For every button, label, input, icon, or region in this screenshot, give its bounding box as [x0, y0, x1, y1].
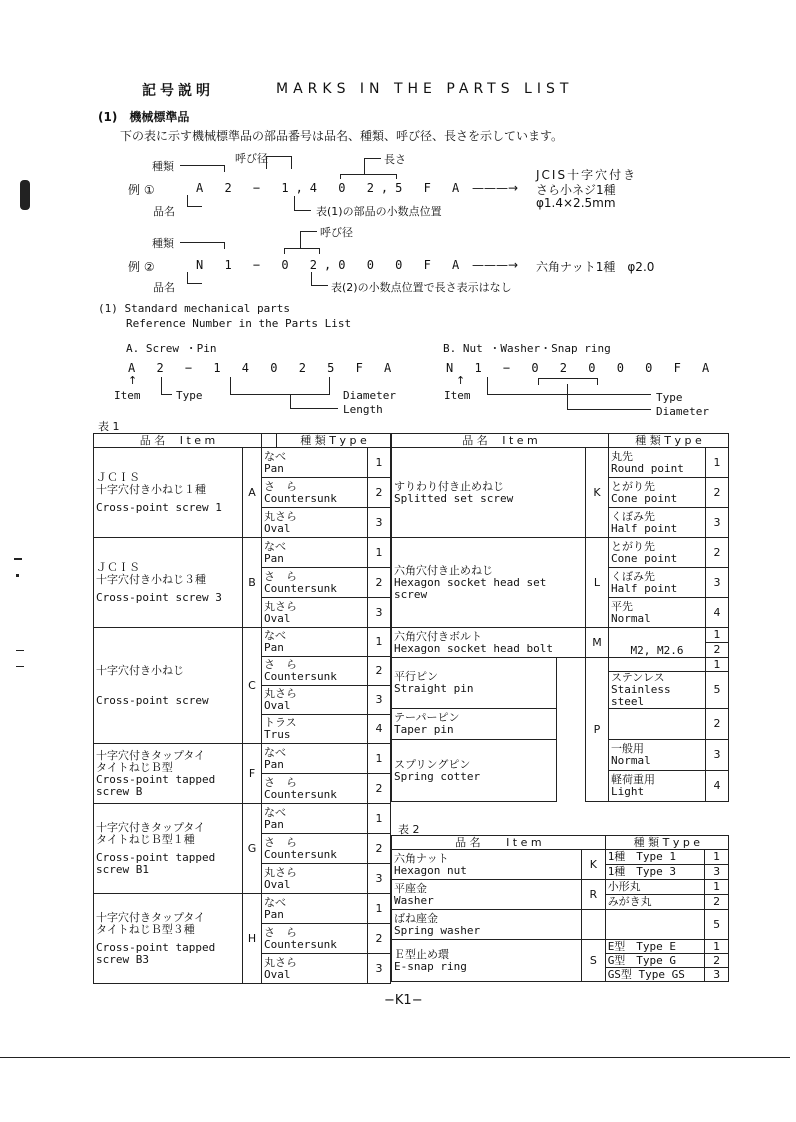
section-heading-jp: (1) 機械標準品 [98, 110, 190, 124]
table1-header-type: 種 類 T y p e [277, 434, 391, 448]
table1-type-num: 1 [368, 628, 391, 657]
table1-type-num: 4 [706, 598, 729, 628]
table1-group-l-name: 六角穴付き止めねじ Hexagon socket head set screw [392, 538, 586, 628]
screw-ann-diameter: Diameter [343, 389, 396, 402]
table1-type-num: 4 [368, 715, 391, 744]
table1-type-cell: なべ Pan [262, 448, 368, 478]
table1-group-f-name: 十字穴付きタップタイ タイトねじＢ型 Cross-point tapped screw B [94, 744, 243, 804]
table2-type-cell: E型 Type E [605, 940, 705, 954]
bottom-rule [0, 1057, 790, 1058]
table1-pin-spring: スプリングピン Spring cotter [392, 740, 557, 802]
ex2-bracket-decimal [311, 272, 328, 286]
ex1-ann-diameter: 呼び径 [235, 152, 268, 165]
ex2-bracket-type [180, 242, 225, 249]
nut-ann-diameter: Diameter [656, 405, 709, 418]
ex2-ann-diameter: 呼び径 [320, 226, 353, 239]
table1-type-num: 3 [368, 686, 391, 715]
table1-group-g-code: G [243, 804, 262, 894]
table2-type-num: 2 [705, 895, 729, 910]
section-description-jp: 下の表に示す機械標準品の部品番号は品名、種類、呼び径、長さを示しています。 [120, 129, 564, 143]
table2-type-num: 3 [705, 865, 729, 880]
table1-type-cell: 平先 Normal [609, 598, 706, 628]
section-heading-en: (1) Standard mechanical parts [98, 302, 291, 315]
table1-group-g-name: 十字穴付きタップタイ タイトねじＢ型１種 Cross-point tapped screw B1 [94, 804, 243, 894]
table1-type-num: 3 [368, 954, 391, 984]
nut-code: N 1 − 0 2 0 0 0 F A [446, 361, 717, 375]
table2-type-num: 1 [705, 940, 729, 954]
nut-bracket-diameter [567, 384, 651, 410]
table1-group-h-code: H [243, 894, 262, 984]
table2-type-cell: GS型 Type GS [605, 968, 705, 982]
table1-type-num: 1 [706, 448, 729, 478]
table1-type-cell: なべ Pan [262, 628, 368, 657]
table2-type-cell: みがき丸 [605, 895, 705, 910]
table2-type-cell: 1種 Type 3 [605, 865, 705, 880]
screw-bracket-diameter [230, 377, 330, 395]
margin-dot [16, 574, 19, 577]
table1-type-num: 1 [368, 538, 391, 568]
table1-group-a-name: ＪＣＩＳ 十字穴付き小ねじ１種 Cross-point screw 1 [94, 448, 243, 538]
ex1-code: A 2 − 1,4 0 2,5 F A [196, 181, 467, 195]
page-title-en: MARKS IN THE PARTS LIST [276, 81, 574, 97]
table1-type-cell: 丸さら Oval [262, 598, 368, 628]
table1-type-num: 2 [706, 538, 729, 568]
table1-type-num: 5 [706, 672, 729, 709]
table1-type-cell [609, 658, 706, 672]
table2-type-num: 5 [705, 910, 729, 940]
table1-type-num: 2 [706, 643, 729, 658]
ex1-result-line1: JCIS十字穴付き [536, 168, 638, 182]
table2-code: K [582, 850, 606, 880]
table1-type-cell: さ ら Countersunk [262, 568, 368, 598]
table1-type-num: 3 [368, 508, 391, 538]
table2-type-cell: G型 Type G [605, 954, 705, 968]
table1-right [391, 433, 729, 802]
table2-code: R [582, 880, 606, 910]
table1-type-cell [609, 709, 706, 740]
table1-type-num: 3 [368, 598, 391, 628]
ex1-result-line3: φ1.4×2.5mm [536, 196, 616, 210]
table2-row-snap-ring: Ｅ型止め環 E-snap ring [392, 940, 582, 982]
ex1-ann-type: 種類 [152, 160, 174, 173]
table1-type-cell: なべ Pan [262, 894, 368, 924]
table1-type-num: 2 [368, 478, 391, 508]
table1-bolt-type: M2, M2.6 [609, 628, 706, 658]
table1-type-cell: とがり先 Cone point [609, 538, 706, 568]
ex1-label: 例 ① [128, 183, 155, 197]
ex1-ann-decimal: 表(1)の部品の小数点位置 [316, 205, 442, 218]
table1-group-h-name: 十字穴付きタップタイ タイトねじＢ型３種 Cross-point tapped screw B3 [94, 894, 243, 984]
table1-group-b-code: B [243, 538, 262, 628]
ex1-ann-length: 長さ [384, 153, 406, 166]
ex2-ann-decimal: 表(2)の小数点位置で長さ表示はなし [331, 281, 512, 294]
table1-type-cell: 丸先 Round point [609, 448, 706, 478]
table1-group-a-code: A [243, 448, 262, 538]
screw-ann-type: Type [176, 389, 203, 402]
table1-type-num: 2 [706, 478, 729, 508]
table1-header-item: 品 名 I t e m [94, 434, 262, 448]
screw-title: A. Screw ・Pin [126, 342, 217, 355]
table1-bolt-name: 六角穴付きボルト Hexagon socket head bolt [392, 628, 586, 658]
table1-type-cell: なべ Pan [262, 804, 368, 834]
table1-type-num: 3 [368, 864, 391, 894]
table2-label: 表 2 [398, 823, 420, 836]
screw-bracket-type [161, 377, 172, 395]
table1-group-l-code: L [586, 538, 609, 628]
binding-mark [20, 180, 30, 210]
table2 [391, 835, 729, 982]
table1-group-k-name: すりわり付き止めねじ Splitted set screw [392, 448, 586, 538]
nut-ann-type: Type [656, 391, 683, 404]
table1-type-cell: さ ら Countersunk [262, 478, 368, 508]
table1-bolt-code: M [586, 628, 609, 658]
table1-right-header-type: 種 類 T y p e [609, 434, 729, 448]
screw-bracket-length [290, 408, 338, 410]
table1-right-header-item: 品 名 I t e m [392, 434, 609, 448]
screw-item-arrow: ↑ [128, 374, 138, 387]
table2-type-cell [605, 910, 705, 940]
table1-type-num: 1 [368, 448, 391, 478]
table1-type-num: 3 [706, 568, 729, 598]
table1-group-c-code: C [243, 628, 262, 744]
table1-type-cell: さ ら Countersunk [262, 924, 368, 954]
nut-title: B. Nut ・Washer・Snap ring [443, 342, 611, 355]
table2-type-num: 3 [705, 968, 729, 982]
table1-type-cell: さ ら Countersunk [262, 657, 368, 686]
table1-type-num: 1 [706, 628, 729, 643]
ex1-bracket-item [187, 195, 202, 207]
margin-tick [14, 558, 22, 560]
table1-type-num: 2 [368, 568, 391, 598]
table1-type-cell: さ ら Countersunk [262, 834, 368, 864]
table1-type-num: 1 [368, 804, 391, 834]
table2-type-cell: 1種 Type 1 [605, 850, 705, 865]
ex1-result-line2: さら小ネジ1種 [536, 183, 616, 197]
ex1-arrow: ———→ [472, 181, 519, 195]
nut-ann-item: Item [444, 389, 471, 402]
table1-type-cell: 丸さら Oval [262, 508, 368, 538]
screw-bracket-length-stem [290, 394, 292, 408]
table1-type-cell: なべ Pan [262, 538, 368, 568]
table1-type-cell: 丸さら Oval [262, 864, 368, 894]
table1-type-cell: ステンレス Stainless steel [609, 672, 706, 709]
table2-header-item: 品 名 I t e m [392, 836, 606, 850]
table2-row-spring-washer: ばね座金 Spring washer [392, 910, 582, 940]
table2-type-num: 1 [705, 850, 729, 865]
table1-type-num: 3 [706, 740, 729, 771]
nut-item-arrow: ↑ [456, 374, 466, 387]
table1-group-c-name: 十字穴付き小ねじ Cross-point screw [94, 628, 243, 744]
table1-type-num: 1 [368, 744, 391, 774]
table1-pin-straight: 平行ピン Straight pin [392, 658, 557, 709]
ex2-ann-item: 品名 [153, 281, 175, 294]
table1-type-num: 3 [706, 508, 729, 538]
screw-ann-item: Item [114, 389, 141, 402]
table1-type-num: 2 [368, 834, 391, 864]
ex1-bracket-diameter [266, 156, 292, 169]
table2-type-cell: 小形丸 [605, 880, 705, 895]
table2-row-washer: 平座金 Washer [392, 880, 582, 910]
table1-type-cell: 一般用 Normal [609, 740, 706, 771]
table1-group-k-code: K [586, 448, 609, 538]
table1-type-num: 2 [706, 709, 729, 740]
table1-type-num: 2 [368, 657, 391, 686]
ex1-bracket-decimal [294, 196, 311, 211]
table1-type-cell: くぼみ先 Half point [609, 568, 706, 598]
ex2-arrow: ———→ [472, 258, 519, 272]
table2-type-num: 1 [705, 880, 729, 895]
table2-code [582, 910, 606, 940]
ex2-label: 例 ② [128, 260, 155, 274]
ex2-ann-type: 種類 [152, 237, 174, 250]
table2-code: S [582, 940, 606, 982]
ex1-bracket-length-pointer [364, 158, 381, 175]
table1-label: 表 1 [98, 420, 120, 433]
screw-ann-length: Length [343, 403, 383, 416]
table1-left [93, 433, 391, 984]
table1-type-cell: なべ Pan [262, 744, 368, 774]
ex1-ann-item: 品名 [153, 205, 175, 218]
section-subheading-en: Reference Number in the Parts List [126, 317, 352, 330]
margin-tick [16, 666, 24, 667]
ex1-bracket-type [180, 165, 225, 172]
table2-header-type: 種 類 T y p e [605, 836, 728, 850]
table1-type-cell: 軽荷重用 Light [609, 771, 706, 802]
table1-type-num: 4 [706, 771, 729, 802]
table2-row-nut: 六角ナット Hexagon nut [392, 850, 582, 880]
page-number: −K1− [384, 993, 423, 1008]
table1-type-cell: くぼみ先 Half point [609, 508, 706, 538]
table1-type-num: 2 [368, 924, 391, 954]
page-title-jp: 記号説明 [142, 83, 214, 99]
table1-type-cell: トラス Trus [262, 715, 368, 744]
table1-type-num: 1 [706, 658, 729, 672]
table2-type-num: 2 [705, 954, 729, 968]
margin-tick [16, 650, 24, 651]
table1-group-f-code: F [243, 744, 262, 804]
table1-pin-taper: テーパーピン Taper pin [392, 709, 557, 740]
table1-type-cell: 丸さら Oval [262, 686, 368, 715]
ex2-result: 六角ナット1種 φ2.0 [536, 260, 655, 274]
table1-group-b-name: ＪＣＩＳ 十字穴付き小ねじ３種 Cross-point screw 3 [94, 538, 243, 628]
table1-type-cell: さ ら Countersunk [262, 774, 368, 804]
table1-type-cell: とがり先 Cone point [609, 478, 706, 508]
ex2-code: N 1 − 0 2,0 0 0 F A [196, 258, 467, 272]
table1-pin-code: P [586, 658, 609, 802]
table1-type-num: 1 [368, 894, 391, 924]
table1-type-num: 2 [368, 774, 391, 804]
ex2-bracket-item [187, 272, 202, 284]
table1-type-cell: 丸さら Oval [262, 954, 368, 984]
ex2-bracket-diameter-pointer [300, 231, 317, 249]
screw-code: A 2 − 1 4 0 2 5 F A [128, 361, 399, 375]
